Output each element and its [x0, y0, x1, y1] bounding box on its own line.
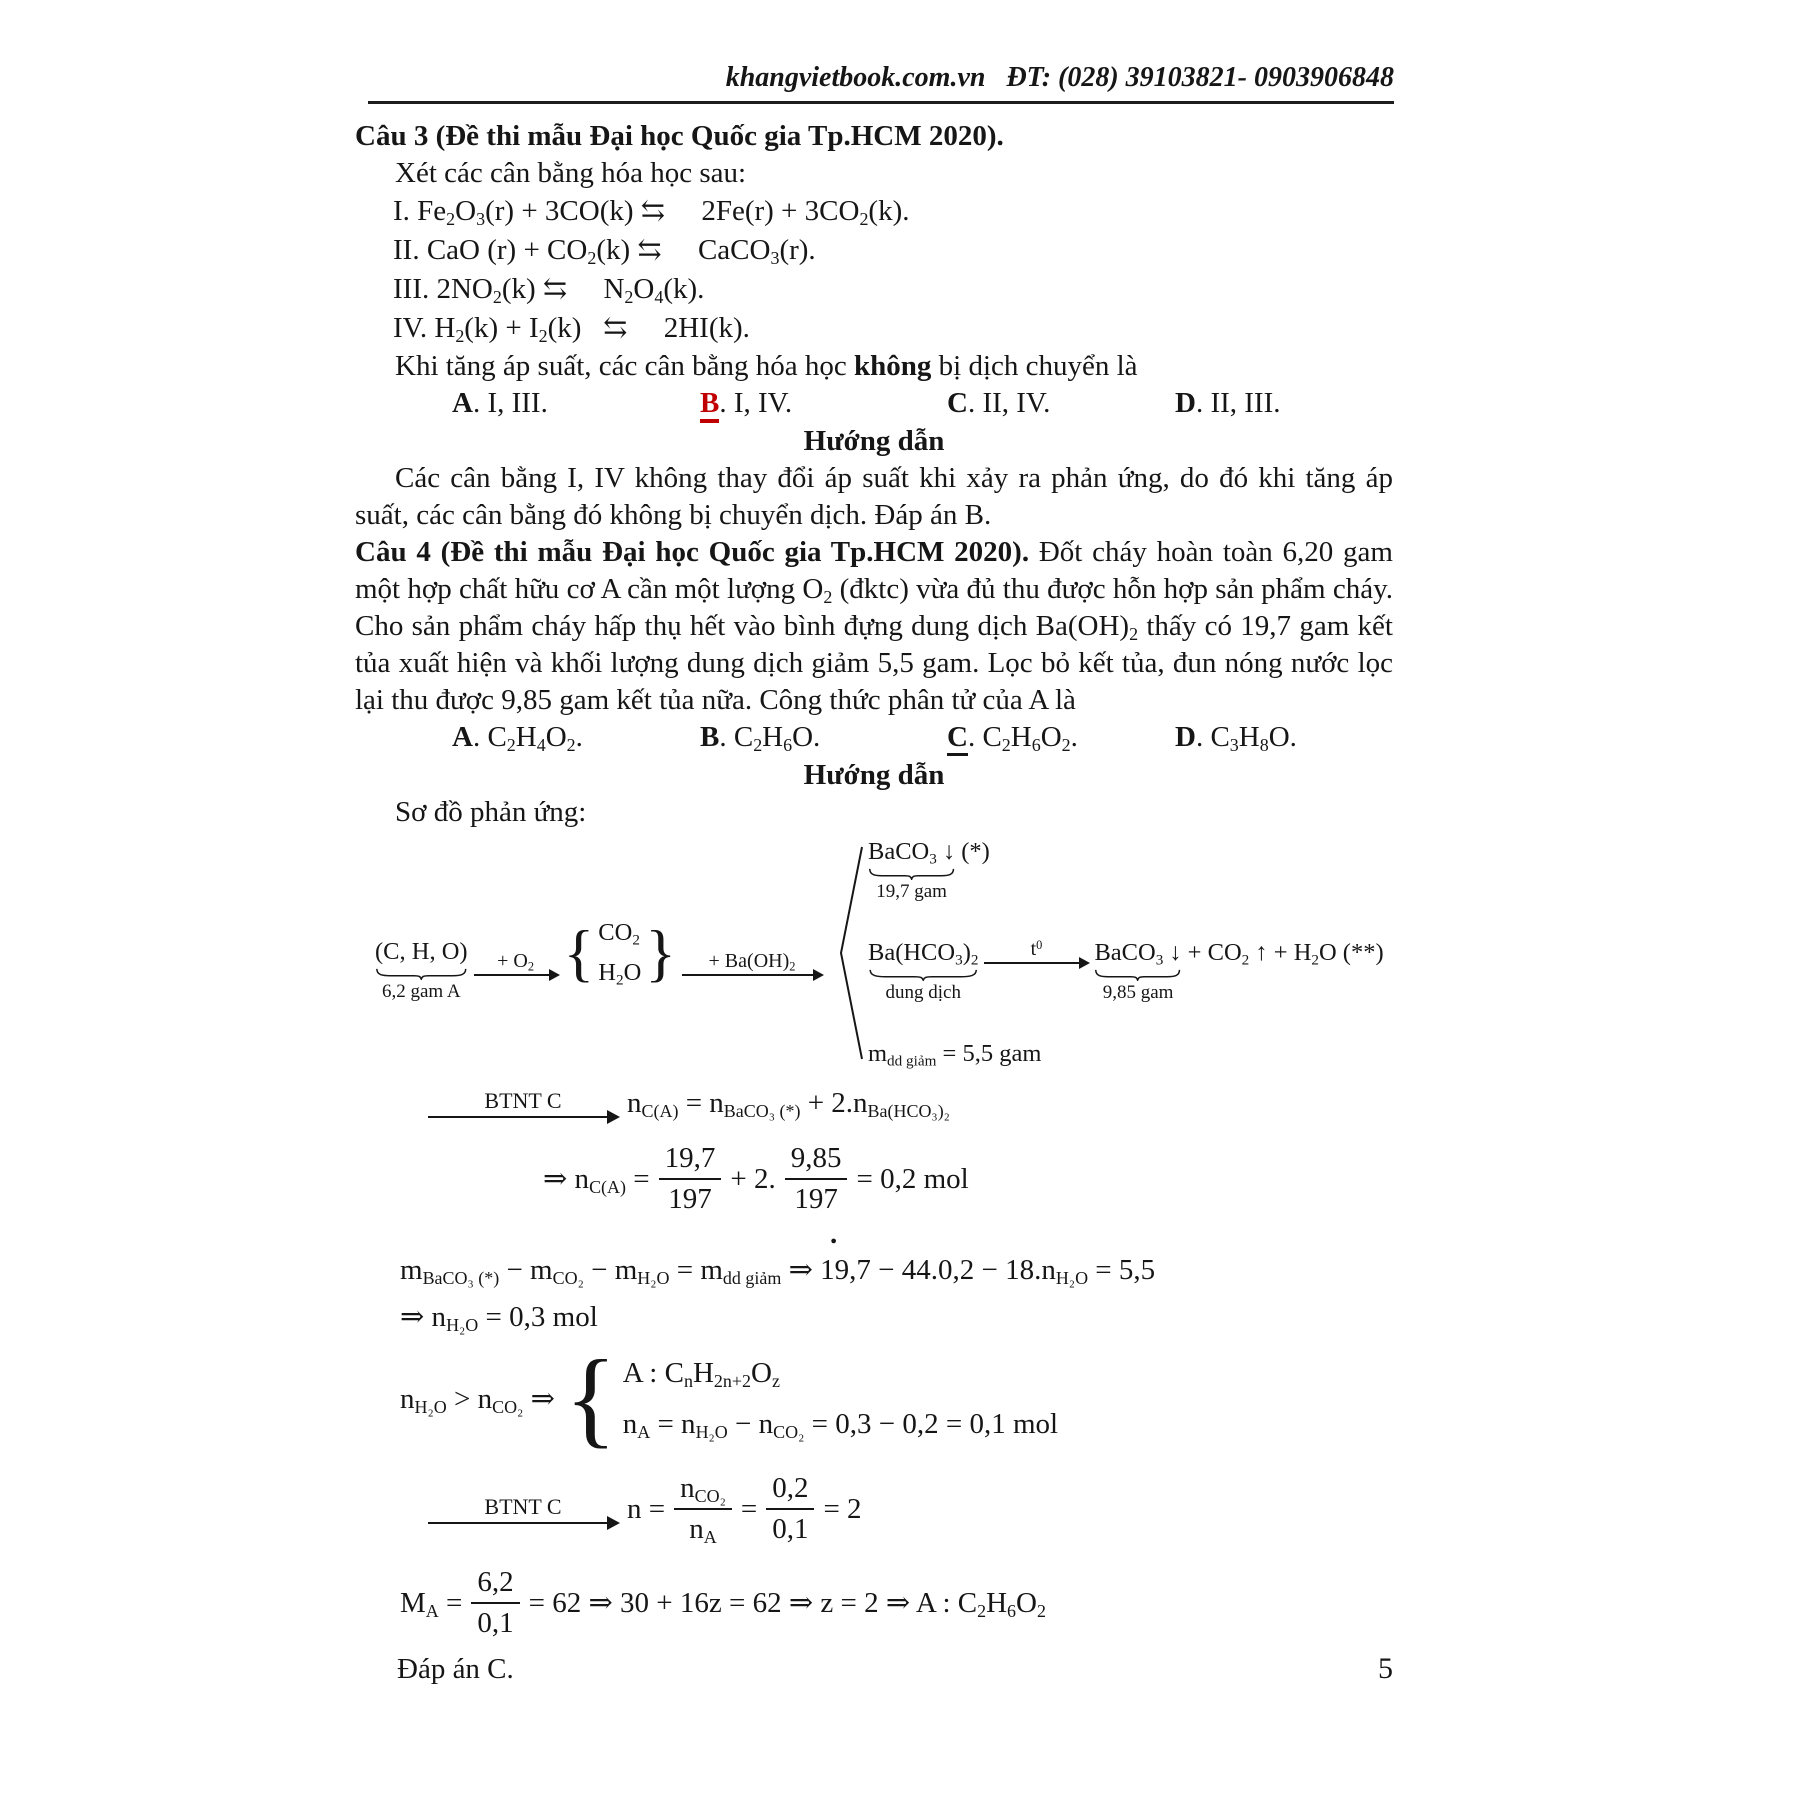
scheme-product-h2o: $H_2O$ — [598, 959, 642, 989]
branch2-rest: + $CO_2$ ↑ + $H_2O$ (**) — [1187, 939, 1384, 969]
q4-option-b — [700, 719, 820, 756]
branch-angle-bracket-icon — [838, 845, 864, 1061]
right-curly-brace-icon: } — [645, 917, 676, 988]
q3-option-c-text: . II, IV. — [967, 387, 1051, 419]
solution-line-1 — [355, 1077, 1393, 1129]
btnt-c-arrow — [428, 1495, 618, 1524]
header-rule — [368, 101, 1394, 104]
page-number: 5 — [1378, 1652, 1393, 1685]
q3-option-a — [452, 385, 548, 422]
fraction — [471, 1564, 519, 1642]
q3-solution: Các cân bằng I, IV không thay đổi áp suất khi xảy ra phản ứng, do đó khi tăng áp suất, các cân bằng đó không bị chuyển dịch. Đáp án B. — [355, 462, 1393, 531]
branch2-mid-formula: BaCO$_3$ ↓ — [1094, 939, 1182, 969]
heat-arrow-label: $t^0$ — [1030, 937, 1043, 960]
q3-equation-4: IV. $H_2(k) + I_2(k)$ ⇆ 2HI(k). — [393, 312, 750, 347]
branch2-mid-mass: 9,85 gam — [1102, 982, 1174, 1003]
q3-options — [355, 385, 1393, 423]
fraction — [766, 1470, 814, 1548]
fraction — [785, 1140, 848, 1218]
solution-line-5 — [355, 1341, 1393, 1457]
system-line-formula: A : $C_nH_{2n+2}O_z$ — [622, 1357, 780, 1392]
arrow-shaft-icon — [428, 1116, 618, 1118]
q4-option-c-correct — [947, 719, 1078, 756]
scheme-arrow-heat — [984, 938, 1088, 964]
page-content — [355, 118, 1393, 1688]
q4-option-a-text: . $C_2H_4O_2$. — [472, 721, 583, 756]
q4-option-d-label: D — [1175, 721, 1196, 753]
left-curly-brace-icon: { — [563, 917, 595, 988]
mass-balance-equation: $m_{BaCO_3 (*)} - m_{CO_2} - m_{H_2O} = m_{dd giảm}$ ⇒ $19,7 - 44.0,2 - 18.n_{H_2O} = 5,5$ — [400, 1253, 1156, 1288]
fraction-numerator: $n_{CO_2}$ — [674, 1470, 732, 1510]
q3-title: Câu 3 (Đề thi mẫu Đại học Quốc gia Tp.HCM 2020). — [355, 120, 1004, 152]
answer-text: Đáp án C. — [397, 1653, 514, 1685]
scheme-branches — [868, 837, 1384, 1069]
solution-line-4 — [355, 1295, 1393, 1339]
header-text: khangvietbook.com.vn ĐT: (028) 39103821- 0903906848 — [725, 62, 1394, 93]
fraction-numerator: 19,7 — [659, 1140, 722, 1180]
underbrace-icon — [868, 868, 955, 880]
q4-final-answer — [355, 1651, 1393, 1688]
branch2-left-formula: $Ba(HCO_3)_2$ — [867, 939, 979, 969]
page-header — [355, 62, 1394, 94]
q4-options — [355, 719, 1393, 757]
q4-option-d-text: . $C_3H_8O$. — [1195, 721, 1297, 756]
q4-option-b-label: B — [700, 721, 720, 753]
branch3-mass-loss: $m_{dd giảm} = 5,5$ gam — [867, 1040, 1042, 1070]
q3-intro: Xét các cân bằng hóa học sau: — [395, 157, 747, 189]
l6-equals: = — [740, 1492, 758, 1525]
stray-dot: . — [830, 1218, 838, 1250]
l2-result: = 0,2 mol — [856, 1162, 969, 1195]
solution-line-2 — [355, 1129, 1393, 1229]
underbrace-icon — [375, 968, 468, 980]
fraction — [674, 1470, 732, 1548]
solution-line-6 — [355, 1461, 1393, 1557]
scheme-arrow-o2-label: + $O_2$ — [497, 950, 535, 974]
btnt-c-label: BTNT C — [484, 1087, 562, 1113]
btnt-c-label: BTNT C — [484, 1493, 562, 1519]
fraction — [659, 1140, 722, 1218]
btnt-c-arrow — [428, 1089, 618, 1118]
branch2-bicarbonate — [868, 938, 978, 1004]
scheme-reactant-mass: 6,2 gam A — [381, 981, 461, 1002]
scheme-reactant — [375, 937, 468, 1003]
scheme-reactant-formula: (C, H, O) — [375, 938, 468, 965]
fraction-denominator: 197 — [668, 1183, 712, 1215]
q3-guide-heading: Hướng dẫn — [803, 425, 945, 457]
fraction-numerator: 0,2 — [766, 1470, 814, 1510]
solution-line-3 — [355, 1245, 1393, 1295]
branch1-formula: BaCO$_3$ ↓ — [867, 838, 956, 868]
q3-equation-1: I. $Fe_2O_3(r) + 3CO(k)$ ⇆ $2Fe(r) + 3CO_2(k)$. — [393, 195, 910, 230]
fraction-numerator: 9,85 — [785, 1140, 848, 1180]
fraction-denominator: 0,1 — [772, 1513, 809, 1545]
system-curly-brace-icon: { — [564, 1339, 617, 1458]
q4-statement: Câu 4 (Đề thi mẫu Đại học Quốc gia Tp.HCM 2020). Đốt cháy hoàn toàn 6,20 gam một hợp chất hữu cơ A cần một lượng $O_2$ (đktc) vừa đủ thu được hỗn hợp sản phẩm cháy. Cho sản phẩm cháy hấp thụ hết vào bình đựng dung dịch $Ba(OH)_2$ thấy có 19,7 gam kết tủa xuất hiện và khối lượng dung dịch giảm 5,5 gam. Lọc bỏ kết tủa, đun nóng nước lọc lại thu được 9,85 gam kết tủa nữa. Công thức phân tử của A là — [355, 536, 1393, 716]
q3-option-c-label: C — [947, 387, 968, 419]
q3-equation-3: III. $2NO_2(k)$ ⇆ $N_2O_4(k)$. — [393, 273, 705, 308]
q3-option-b-correct — [700, 385, 792, 422]
q4-option-c-label: C — [947, 721, 968, 756]
q3-option-d-text: . II, III. — [1195, 387, 1281, 419]
underbrace-icon — [868, 969, 978, 981]
scheme-products — [564, 918, 676, 988]
l5-comparison: $n_{H_2O} > n_{CO_2}$ ⇒ — [400, 1382, 555, 1417]
branch2-precipitate — [1094, 938, 1181, 1004]
q3-option-c — [947, 385, 1050, 422]
q4-option-b-text: . $C_2H_6O$. — [719, 721, 821, 756]
carbon-balance-equation: $n_{C(A)} = n_{BaCO_3 (*)} + 2.n_{Ba(HCO_3)_2}$ — [627, 1086, 950, 1121]
q3-option-a-text: . I, III. — [472, 387, 548, 419]
q3-equation-2: II. CaO $(r) + CO_2(k)$ ⇆ CaCO$_3$(r). — [393, 234, 816, 269]
fraction-denominator: 197 — [794, 1183, 838, 1215]
branch1-note: (*) — [961, 838, 990, 865]
arrow-shaft-icon — [474, 974, 558, 976]
branch1-mass: 19,7 gam — [876, 881, 947, 902]
scheme-branch-2 — [868, 938, 1384, 1004]
arrow-shaft-icon — [984, 962, 1088, 964]
q3-option-a-label: A — [452, 387, 473, 419]
fraction-denominator: 0,1 — [477, 1607, 514, 1639]
l7-prefix: $M_A$ = — [400, 1586, 463, 1621]
molar-mass-conclusion: = 62 ⇒ 30 + 16z = 62 ⇒ z = 2 ⇒ A : $C_2H_6O_2$ — [528, 1586, 1046, 1621]
q4-option-a — [452, 719, 583, 756]
scheme-product-co2: $CO_2$ — [598, 919, 640, 949]
arrow-shaft-icon — [682, 974, 822, 976]
underbrace-icon — [1094, 969, 1181, 981]
q3-question: Khi tăng áp suất, các cân bằng hóa học không bị dịch chuyển là — [395, 350, 1138, 382]
q3-option-d — [1175, 385, 1281, 422]
l6-prefix: n = — [627, 1492, 666, 1525]
system-line-moles: $n_A = n_{H_2O} - n_{CO_2} = 0,3 - 0,2 = 0,1$ mol — [622, 1408, 1059, 1443]
q4-guide-heading: Hướng dẫn — [803, 759, 945, 791]
water-moles-result: ⇒ $n_{H_2O} = 0,3$ mol — [400, 1300, 598, 1335]
scheme-arrow-baoh2 — [682, 950, 822, 976]
branch1-precipitate — [868, 837, 955, 903]
solution-line-7 — [355, 1559, 1393, 1647]
q4-option-c-text: . $C_2H_6O_2$. — [967, 721, 1078, 756]
arrow-shaft-icon — [428, 1522, 618, 1524]
q4-option-d — [1175, 719, 1297, 756]
fraction-denominator: $n_A$ — [689, 1513, 717, 1548]
q4-scheme-caption: Sơ đồ phản ứng: — [395, 796, 587, 828]
scheme-arrow-baoh2-label: + $Ba(OH)_2$ — [708, 950, 796, 974]
l2-prefix: ⇒ $n_{C(A)}$ = — [543, 1162, 650, 1197]
scheme-branch-1 — [868, 837, 990, 903]
reaction-scheme — [355, 835, 1393, 1071]
scheme-arrow-o2 — [474, 950, 558, 976]
branch2-left-label: dung dịch — [885, 982, 961, 1003]
q4-option-a-label: A — [452, 721, 473, 753]
system-lines — [623, 1355, 1058, 1443]
fraction-numerator: 6,2 — [471, 1564, 519, 1604]
l2-middle: + 2. — [730, 1162, 776, 1195]
scheme-products-column — [594, 918, 645, 988]
q3-option-b-text: . I, IV. — [719, 387, 793, 419]
l6-result: = 2 — [823, 1492, 862, 1525]
scheme-branch-3 — [868, 1039, 1041, 1069]
q3-option-d-label: D — [1175, 387, 1196, 419]
q3-option-b-label: B — [700, 387, 719, 423]
